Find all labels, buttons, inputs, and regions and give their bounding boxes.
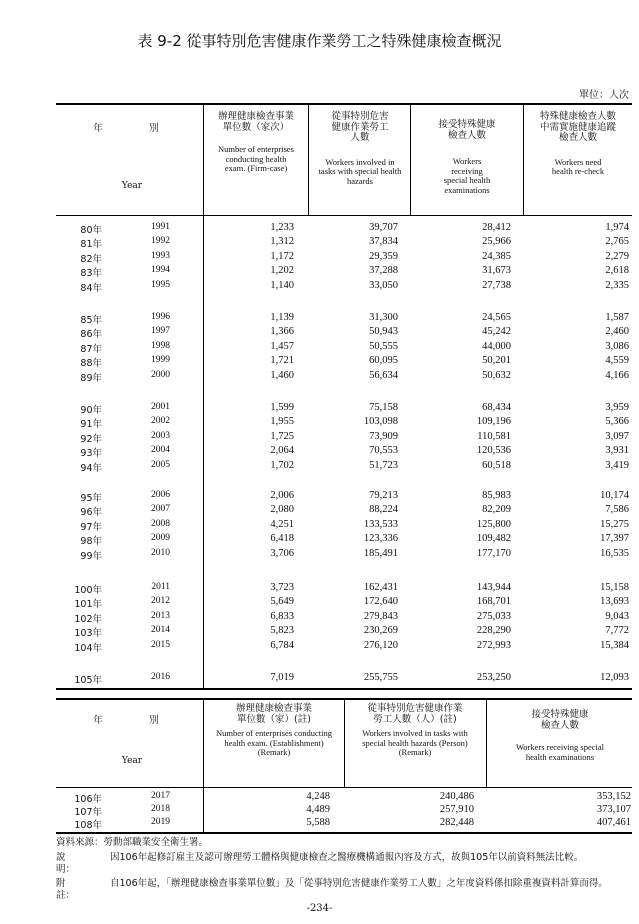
table-row xyxy=(56,625,632,638)
col3-header-zh: 接受特殊健康檢查人數 xyxy=(438,119,496,141)
ad-year: 2013 xyxy=(151,610,170,621)
ad-year: 2004 xyxy=(151,445,170,456)
workers-recheck: 3,086 xyxy=(605,340,629,352)
roc-year: 100年 xyxy=(74,585,102,596)
workers-involved: 75,158 xyxy=(369,402,398,413)
col3b-header-zh: 接受特殊健康檢查人數 xyxy=(531,709,589,731)
table2-divider xyxy=(486,699,487,787)
workers-examined: 253,250 xyxy=(476,672,511,683)
workers-examined: 50,632 xyxy=(482,369,511,381)
roc-year: 94年 xyxy=(80,462,102,474)
table1-bottom-border xyxy=(56,688,632,690)
workers-involved: 50,555 xyxy=(369,340,398,352)
table-row xyxy=(56,504,632,517)
ad-year: 1996 xyxy=(151,312,170,322)
enterprises-count: 1,366 xyxy=(270,326,294,338)
roc-year: 80年 xyxy=(80,225,102,236)
roc-year: 97年 xyxy=(80,521,102,533)
table-row xyxy=(56,596,632,609)
enterprises-count: 4,251 xyxy=(270,518,294,530)
enterprises-count: 2,064 xyxy=(270,445,294,457)
ad-year: 2000 xyxy=(151,369,170,380)
workers-examined: 109,482 xyxy=(476,533,511,545)
workers-recheck: 15,275 xyxy=(600,518,629,530)
enterprises-count: 6,784 xyxy=(270,639,294,651)
year2-header-zh1: 年 xyxy=(93,715,103,726)
unit-label: 單位：人次 xyxy=(579,90,629,101)
roc-year: 98年 xyxy=(80,536,102,548)
workers-examined: 85,983 xyxy=(482,490,511,501)
workers-recheck: 3,931 xyxy=(605,445,629,457)
roc-year: 89年 xyxy=(80,372,102,384)
ad-year: 2003 xyxy=(151,430,170,441)
workers-examined: 60,518 xyxy=(482,459,511,471)
workers-involved: 60,095 xyxy=(369,355,398,367)
enterprises-count: 1,140 xyxy=(270,279,294,291)
workers-recheck: 15,158 xyxy=(600,582,629,593)
roc-year: 84年 xyxy=(80,282,102,294)
workers-involved: 172,640 xyxy=(363,596,398,608)
year2-header-zh2: 別 xyxy=(149,715,159,726)
roc-year: 81年 xyxy=(80,239,102,251)
workers-involved: 185,491 xyxy=(363,547,398,559)
workers-involved: 51,723 xyxy=(369,459,398,471)
description-note xyxy=(56,852,634,878)
roc-year: 93年 xyxy=(80,448,102,460)
remark-note xyxy=(56,878,634,904)
workers-recheck: 13,693 xyxy=(600,596,629,608)
ad-year: 2014 xyxy=(151,625,170,636)
workers-examined: 31,673 xyxy=(482,265,511,277)
workers-examined: 125,800 xyxy=(476,518,511,530)
col1-header-zh: 辦理健康檢查事業單位數（家次） xyxy=(217,111,294,133)
enterprises-count: 2,006 xyxy=(270,490,294,501)
table-row xyxy=(56,370,632,383)
ad-year: 2010 xyxy=(151,547,170,558)
workers-examined: 110,581 xyxy=(477,430,511,442)
workers-involved: 123,336 xyxy=(363,533,398,545)
ad-year: 1997 xyxy=(151,326,170,337)
roc-year: 107年 xyxy=(74,807,102,818)
ad-year: 2008 xyxy=(151,518,170,529)
ad-year: 2017 xyxy=(151,791,170,801)
table-row xyxy=(56,582,632,595)
table-row xyxy=(56,445,632,458)
table-row xyxy=(56,804,632,817)
ad-year: 2009 xyxy=(151,533,170,544)
enterprises-count: 1,955 xyxy=(270,416,294,428)
source-note xyxy=(56,837,634,849)
roc-year: 104年 xyxy=(74,642,102,654)
table-row xyxy=(56,355,632,368)
workers-examined: 275,033 xyxy=(476,610,511,622)
workers-recheck: 3,419 xyxy=(605,459,629,471)
page-title: 表 9-2 從事特別危害健康作業勞工之特殊健康檢查概況 xyxy=(137,32,502,50)
workers-recheck: 5,366 xyxy=(605,416,629,428)
enterprises-count: 3,723 xyxy=(270,582,294,593)
col2-header-zh: 從事特別危害健康作業勞工人數 xyxy=(331,111,389,143)
table2-divider xyxy=(344,699,345,787)
roc-year: 108年 xyxy=(74,820,102,831)
workers-involved: 79,213 xyxy=(369,490,398,501)
roc-year: 86年 xyxy=(80,329,102,341)
roc-year: 95年 xyxy=(80,493,102,504)
enterprises-count: 5,649 xyxy=(270,596,294,608)
description-text: 因106年起修訂雇主及認可辦理勞工體格與健康檢查之醫療機構通報內容及方式，故與105年以前資料無法比較。 xyxy=(110,852,584,863)
enterprises-count: 1,172 xyxy=(270,250,294,262)
enterprises-count: 1,233 xyxy=(270,222,294,233)
year-header-zh1: 年 xyxy=(93,123,103,134)
col1b-header-zh: 辦理健康檢查事業單位數（家）(註) xyxy=(235,703,312,725)
enterprises-count: 1,599 xyxy=(270,402,294,413)
workers-examined: 82,209 xyxy=(482,504,511,516)
workers-involved: 56,634 xyxy=(369,369,398,381)
ad-year: 1992 xyxy=(151,236,170,247)
ad-year: 1993 xyxy=(151,250,170,261)
col3-header xyxy=(422,120,512,195)
col4-header xyxy=(530,112,626,177)
table-row xyxy=(56,251,632,264)
roc-year: 83年 xyxy=(80,268,102,280)
col3-header-en: Workers receiving special health examinations xyxy=(443,156,491,195)
table-row xyxy=(56,817,632,830)
table1-divider xyxy=(308,104,309,215)
col1-header-en: Number of enterprises conducting health exam. (Firm-case) xyxy=(217,144,294,173)
col3b-header-en: Workers receiving special health examinations xyxy=(515,742,605,762)
workers-examined: 44,000 xyxy=(482,340,511,352)
workers-examined: 25,966 xyxy=(482,236,511,248)
workers-involved: 257,910 xyxy=(439,804,474,815)
table-row xyxy=(56,402,632,415)
workers-recheck: 2,335 xyxy=(605,279,629,291)
table-row xyxy=(56,265,632,278)
col1-header xyxy=(216,112,296,174)
workers-involved: 162,431 xyxy=(363,582,398,593)
table-row xyxy=(56,460,632,473)
workers-examined: 177,170 xyxy=(476,547,511,559)
roc-year: 106年 xyxy=(74,794,102,805)
enterprises-count: 7,019 xyxy=(270,672,294,683)
workers-examined: 27,738 xyxy=(482,279,511,291)
workers-involved: 29,359 xyxy=(369,250,398,262)
enterprises-count: 6,833 xyxy=(270,610,294,622)
ad-year: 2012 xyxy=(151,596,170,607)
roc-year: 91年 xyxy=(80,419,102,431)
workers-examined: 168,701 xyxy=(476,596,511,608)
table-row xyxy=(56,548,632,561)
col2b-header xyxy=(350,704,480,758)
ad-year: 1999 xyxy=(151,355,170,366)
ad-year: 1991 xyxy=(151,222,170,232)
col2-header xyxy=(318,112,402,186)
ad-year: 1998 xyxy=(151,340,170,351)
roc-year: 82年 xyxy=(80,253,102,265)
ad-year: 2016 xyxy=(151,672,170,682)
roc-year: 101年 xyxy=(74,599,102,611)
table-row xyxy=(56,490,632,503)
workers-examined: 143,944 xyxy=(476,582,511,593)
workers-examined: 120,536 xyxy=(476,445,511,457)
workers-involved: 39,707 xyxy=(369,222,398,233)
ad-year: 2015 xyxy=(151,639,170,650)
table2-header-bottom xyxy=(56,787,632,788)
enterprises-count: 1,202 xyxy=(270,265,294,277)
workers-recheck: 3,097 xyxy=(605,430,629,442)
table1-top-border xyxy=(56,103,632,105)
description-label: 說 明： xyxy=(56,852,85,875)
workers-examined: 24,385 xyxy=(482,250,511,262)
workers-involved: 70,553 xyxy=(369,445,398,457)
table-row xyxy=(56,640,632,653)
roc-year: 90年 xyxy=(80,405,102,416)
enterprises-count: 1,721 xyxy=(270,355,294,367)
remark-label: 附 註： xyxy=(56,878,85,901)
col4-header-en: Workers need health re-check xyxy=(551,156,605,176)
roc-year: 105年 xyxy=(74,675,102,686)
roc-year: 102年 xyxy=(74,613,102,625)
workers-examined: 272,993 xyxy=(476,639,511,651)
workers-involved: 276,120 xyxy=(363,639,398,651)
enterprises-count: 4,248 xyxy=(306,791,330,802)
col2-header-en: Workers involved in tasks with special health hazards xyxy=(318,156,402,186)
source-text: 資料來源：勞動部職業安全衛生署。 xyxy=(56,837,209,848)
workers-involved: 103,098 xyxy=(363,416,398,428)
table-row xyxy=(56,611,632,624)
table-row xyxy=(56,416,632,429)
table1-divider xyxy=(523,104,524,215)
roc-year: 88年 xyxy=(80,358,102,370)
workers-recheck: 12,093 xyxy=(600,672,629,683)
workers-recheck: 1,587 xyxy=(605,312,629,323)
workers-involved: 255,755 xyxy=(363,672,398,683)
table-row xyxy=(56,236,632,249)
workers-involved: 31,300 xyxy=(369,312,398,323)
workers-recheck: 4,559 xyxy=(605,355,629,367)
workers-examined: 228,290 xyxy=(476,625,511,637)
workers-involved: 33,050 xyxy=(369,279,398,291)
ad-year: 2002 xyxy=(151,416,170,427)
ad-year: 2011 xyxy=(151,582,170,592)
ad-year: 2018 xyxy=(151,804,170,814)
table-row xyxy=(56,280,632,293)
workers-involved: 133,533 xyxy=(363,518,398,530)
table-row xyxy=(56,519,632,532)
enterprises-count: 1,460 xyxy=(270,369,294,381)
ad-year: 2001 xyxy=(151,402,170,412)
workers-examined: 24,565 xyxy=(482,312,511,323)
workers-involved: 37,834 xyxy=(369,236,398,248)
enterprises-count: 5,588 xyxy=(306,817,330,828)
ad-year: 2019 xyxy=(151,817,170,827)
workers-recheck: 4,166 xyxy=(605,369,629,381)
ad-year: 1994 xyxy=(151,265,170,276)
workers-examined: 28,412 xyxy=(482,222,511,233)
ad-year: 2006 xyxy=(151,490,170,500)
roc-year: 103年 xyxy=(74,628,102,640)
workers-recheck: 2,279 xyxy=(605,250,629,262)
table-row xyxy=(56,312,632,325)
table-row xyxy=(56,431,632,444)
col2b-header-zh: 從事特別危害健康作業勞工人數（人）(註) xyxy=(367,703,463,725)
workers-involved: 88,224 xyxy=(369,504,398,516)
table2-bottom-border xyxy=(56,832,632,834)
enterprises-count: 1,725 xyxy=(270,430,294,442)
workers-involved: 240,486 xyxy=(439,791,474,802)
year2-header-en: Year xyxy=(121,756,143,766)
year-header-zh2: 別 xyxy=(149,123,159,134)
workers-involved: 282,448 xyxy=(439,817,474,828)
workers-examined: 50,201 xyxy=(482,355,511,367)
roc-year: 99年 xyxy=(80,550,102,562)
ad-year: 2005 xyxy=(151,459,170,470)
enterprises-count: 1,702 xyxy=(270,459,294,471)
ad-year: 2007 xyxy=(151,504,170,515)
roc-year: 85年 xyxy=(80,315,102,326)
enterprises-count: 4,489 xyxy=(306,804,330,815)
enterprises-count: 2,080 xyxy=(270,504,294,516)
workers-recheck: 7,772 xyxy=(605,625,629,637)
workers-involved: 73,909 xyxy=(369,430,398,442)
enterprises-count: 5,823 xyxy=(270,625,294,637)
workers-recheck: 7,586 xyxy=(605,504,629,516)
enterprises-count: 1,139 xyxy=(270,312,294,323)
col3b-header xyxy=(500,710,620,762)
table-row xyxy=(56,341,632,354)
workers-recheck: 15,384 xyxy=(600,639,629,651)
table-row xyxy=(56,791,632,804)
workers-recheck: 2,765 xyxy=(605,236,629,248)
workers-recheck: 1,974 xyxy=(605,222,629,233)
workers-involved: 230,269 xyxy=(363,625,398,637)
workers-examined: 353,152 xyxy=(596,791,631,802)
workers-recheck: 2,460 xyxy=(605,326,629,338)
col2b-header-en: Workers involved in tasks with special health hazards (Person) (Remark) xyxy=(362,728,468,757)
workers-examined: 373,107 xyxy=(596,804,631,815)
workers-involved: 37,288 xyxy=(369,265,398,277)
table-row xyxy=(56,533,632,546)
roc-year: 87年 xyxy=(80,343,102,355)
workers-examined: 68,434 xyxy=(482,402,511,413)
workers-involved: 279,843 xyxy=(363,610,398,622)
workers-examined: 407,461 xyxy=(596,817,631,828)
table1-header-bottom xyxy=(56,215,632,216)
workers-recheck: 9,043 xyxy=(605,610,629,622)
workers-recheck: 16,535 xyxy=(600,547,629,559)
enterprises-count: 1,312 xyxy=(270,236,294,248)
workers-recheck: 3,959 xyxy=(605,402,629,413)
workers-involved: 50,943 xyxy=(369,326,398,338)
year-header-en: Year xyxy=(121,181,143,191)
workers-recheck: 17,397 xyxy=(600,533,629,545)
workers-examined: 109,196 xyxy=(476,416,511,428)
enterprises-count: 6,418 xyxy=(270,533,294,545)
page-number: -234- xyxy=(306,903,333,914)
col1b-header xyxy=(212,704,336,758)
roc-year: 92年 xyxy=(80,433,102,445)
workers-recheck: 2,618 xyxy=(605,265,629,277)
table-row xyxy=(56,222,632,235)
workers-recheck: 10,174 xyxy=(600,490,629,501)
col4-header-zh: 特殊健康檢查人數中需實施健康追蹤檢查人數 xyxy=(539,111,616,143)
roc-year: 96年 xyxy=(80,507,102,519)
table-row xyxy=(56,672,632,685)
col1b-header-en: Number of enterprises conducting health exam. (Establishment) (Remark) xyxy=(216,728,332,757)
enterprises-count: 1,457 xyxy=(270,340,294,352)
table-row xyxy=(56,326,632,339)
remark-text: 自106年起，「辦理健康檢查事業單位數」及「從事特別危害健康作業勞工人數」之年度資料係扣除重複資料計算而得。 xyxy=(110,878,608,889)
workers-examined: 45,242 xyxy=(482,326,511,338)
table1-divider xyxy=(410,104,411,215)
enterprises-count: 3,706 xyxy=(270,547,294,559)
ad-year: 1995 xyxy=(151,279,170,290)
